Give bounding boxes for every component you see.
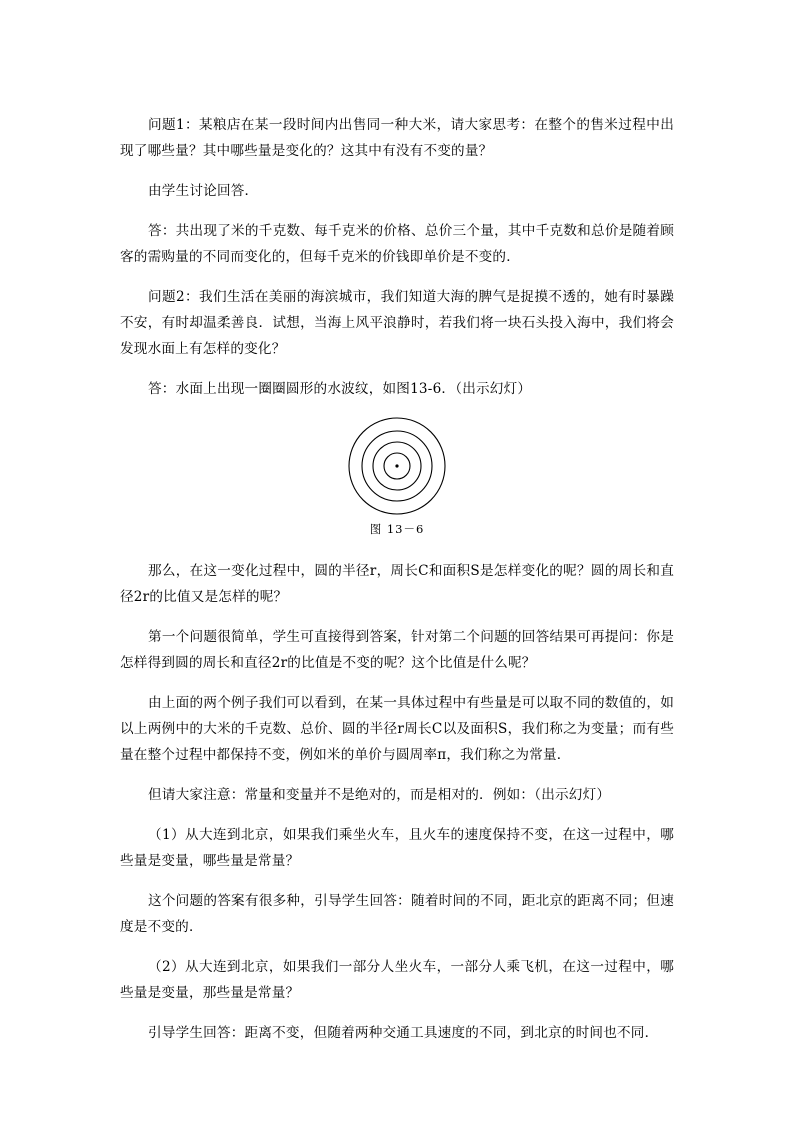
- ripple-figure: [120, 416, 674, 536]
- example-2-paragraph: （2）从大连到北京，如果我们一部分人坐火车，一部分人乘飞机，在这一过程中，哪些量是变量，那些量是常量？: [120, 959, 674, 1001]
- question-2-paragraph: 问题2：我们生活在美丽的海滨城市，我们知道大海的脾气是捉摸不透的，她有时暴躁不安，有时却温柔善良．试想，当海上风平浪静时，若我们将一块石头投入海中，我们将会发现水面上有怎样的变化？: [120, 289, 674, 357]
- answer-1-paragraph: 答：共出现了米的千克数、每千克米的价格、总价三个量，其中千克数和总价是随着顾客的需购量的不同而变化的，但每千克米的价钱即单价是不变的．: [120, 223, 674, 265]
- example-2-answer-paragraph: 引导学生回答：距离不变，但随着两种交通工具速度的不同，到北京的时间也不同．: [148, 1025, 659, 1041]
- circle-question-paragraph: 那么，在这一变化过程中，圆的半径r，周长C和面积S是怎样变化的呢？圆的周长和直径2r的比值又是怎样的呢？: [120, 563, 674, 605]
- answer-2-paragraph: 答：水面上出现一圈圈圆形的水波纹，如图13-6．（出示幻灯）: [148, 381, 532, 397]
- example-1-paragraph: （1）从大连到北京，如果我们乘坐火车，且火车的速度保持不变，在这一过程中，哪些量是变量，哪些量是常量？: [120, 827, 674, 869]
- example-1-answer-paragraph: 这个问题的答案有很多种，引导学生回答：随着时间的不同，距北京的距离不同；但速度是不变的．: [120, 893, 674, 935]
- question-1-paragraph: 问题1：某粮店在某一段时间内出售同一种大米，请大家思考：在整个的售米过程中出现了哪些量？其中哪些量是变化的？这其中有没有不变的量？: [120, 117, 674, 159]
- ripple-center-dot: [395, 464, 398, 467]
- concentric-circles-diagram: [347, 416, 447, 516]
- follow-up-question-paragraph: 第一个问题很简单，学生可直接得到答案，针对第二个问题的回答结果可再提问：你是怎样得到圆的周长和直径2r的比值是不变的呢？这个比值是什么呢？: [120, 629, 674, 671]
- figure-caption: 图 13－6: [369, 522, 425, 536]
- document-body: [120, 112, 674, 1060]
- relative-note-paragraph: 但请大家注意：常量和变量并不是绝对的，而是相对的．例如：（出示幻灯）: [148, 787, 611, 803]
- definition-paragraph: 由上面的两个例子我们可以看到，在某一具体过程中有些量是可以取不同的数值的，如以上两例中的大米的千克数、总价、圆的半径r周长C以及面积S，我们称之为变量；而有些量在整个过程中都保持不变，例如米的单价与圆周率π，我们称之为常量．: [120, 695, 674, 763]
- student-discussion-paragraph: 由学生讨论回答．: [148, 183, 259, 199]
